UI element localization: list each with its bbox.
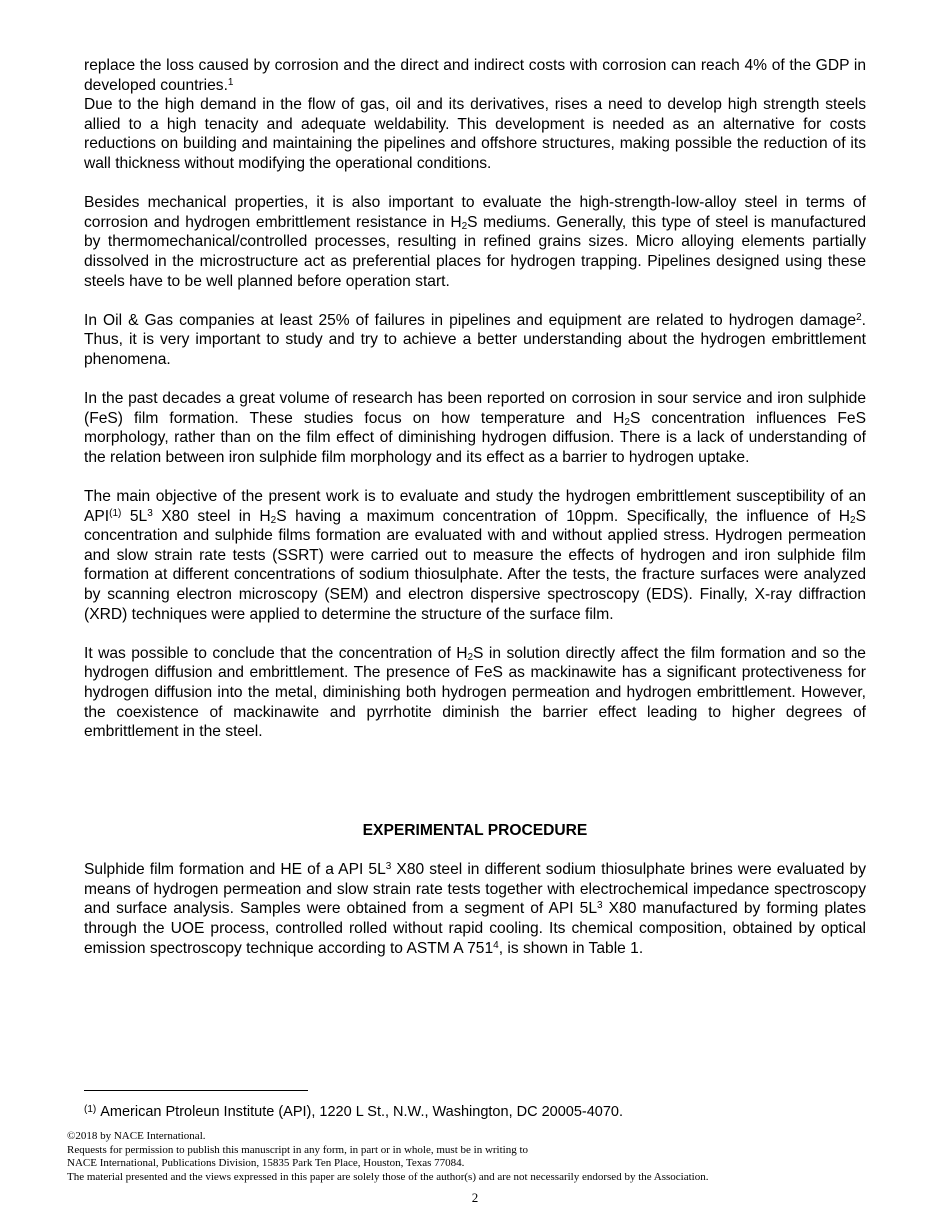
footnote-ref: (1) bbox=[109, 507, 122, 519]
citation-ref: 3 bbox=[385, 861, 392, 873]
page-number: 2 bbox=[471, 1190, 479, 1205]
paragraph-oil-gas-failures: In Oil & Gas companies at least 25% of failures in pipelines and equipment are related to hydrogen damage$^2$. Thus, it is very important to study and try to achieve a better understanding about the hydrogen embrittlement phenomena. bbox=[84, 311, 866, 368]
paragraph-main-objective: The main objective of the present work is to evaluate and study the hydrogen embrittlement susceptibility of an API$^{(1)}$ $5L^3$ X80 steel in $H_2S$ having a maximum concentration of 10ppm. Specifically, the influence of $H_2S$ concentration and sulphide films formation are evaluated with and without applied stress. Hydrogen permeation and slow strain rate tests (SSRT) were carried out to measure the effects of hydrogen and iron sulphide film formation at different concentrations of sodium thiosulphate. After the tests, the fracture surfaces were analyzed by scanning electron microscopy (SEM) and electron dispersive spectroscopy (EDS). Finally, X-ray diffraction (XRD) techniques were applied to determine the structure of the surface film. bbox=[84, 488, 867, 623]
paragraph-experimental: Sulphide film formation and HE of a API $5L^3$ X80 steel in different sodium thiosulphate brines were evaluated by means of hydrogen permeation and slow strain rate tests together with electrochemical impedance spectroscopy and surface analysis. Samples were obtained from a segment of API $5L^3$ X80 manufactured by forming plates through the UOE process, controlled rolled without rapid cooling. Its chemical composition, obtained by optical emission spectroscopy technique according to ASTM A $751^4$, is shown in Table 1. bbox=[84, 861, 866, 957]
citation-ref: 1 bbox=[227, 76, 234, 88]
footnote bbox=[84, 1101, 884, 1121]
paragraph-high-strength-steels: Due to the high demand in the flow of gas, oil and its derivatives, rises a need to develop high strength steels allied to a high tenacity and adequate weldability. This development is needed as an alternative for costs reductions on building and maintaining the pipelines and offshore structures, making possible the reduction of its wall thickness without modifying the operational conditions. bbox=[84, 96, 866, 172]
experimental-section bbox=[84, 821, 866, 958]
paragraph-past-research: In the past decades a great volume of research has been reported on corrosion in sour service and iron sulphide (FeS) film formation. These studies focus on how temperature and $H_2S$ concentration influences FeS morphology, rather than on the film effect of diminishing hydrogen diffusion. There is a lack of understanding of the relation between iron sulphide film morphology and its effect as a barrier to hydrogen uptake. bbox=[84, 390, 867, 466]
citation-ref: 2 bbox=[856, 311, 862, 323]
copyright-notice: ©2018 by NACE International. Requests for permission to publish this manuscript in any form, in part or in whole, must be in writing to NACE International, Publications Division, 15835 Park Ten Place, Houston, Texas 77084. The material presented and the views expressed in this paper are solely those of the author(s) and are not necessarily endorsed by the Association. bbox=[67, 1130, 709, 1183]
section-heading: EXPERIMENTAL PROCEDURE bbox=[362, 822, 588, 839]
paragraph-mechanical-properties: Besides mechanical properties, it is also important to evaluate the high-strength-low-alloy steel in terms of corrosion and hydrogen embrittlement resistance in $H_2S$ mediums. Generally, this type of steel is manufactured by thermomechanical/controlled processes, resulting in refined grains sizes. Micro alloying elements partially dissolved in the microstructure act as preferential places for hydrogen trapping. Pipelines designed using these steels have to be well planned before operation start. bbox=[84, 194, 866, 290]
citation-ref: 3 bbox=[597, 900, 603, 912]
citation-ref: 3 bbox=[147, 507, 153, 519]
footnote-text: American Ptroleun Institute (API), 1220 L St., N.W., Washington, DC 20005-4070. bbox=[100, 1104, 624, 1120]
intro-section bbox=[84, 56, 866, 742]
footnote-mark: (1) bbox=[84, 1104, 97, 1115]
citation-ref: 4 bbox=[493, 939, 499, 951]
paragraph-conclusion: It was possible to conclude that the concentration of $H_2S$ in solution directly affect the film formation and so the hydrogen diffusion and embrittlement. The presence of FeS as mackinawite has a significant protectiveness for hydrogen diffusion into the metal, diminishing both hydrogen permeation and hydrogen embrittlement. However, the coexistence of mackinawite and pyrrhotite diminish the barrier effect leading to higher degrees of embrittlement in the steel. bbox=[84, 644, 866, 741]
footnote-divider bbox=[84, 1090, 308, 1091]
paragraph-gdp-cost: replace the loss caused by corrosion and the direct and indirect costs with corrosion can reach 4% of the GDP in developed countries.$^1$ bbox=[84, 57, 866, 94]
